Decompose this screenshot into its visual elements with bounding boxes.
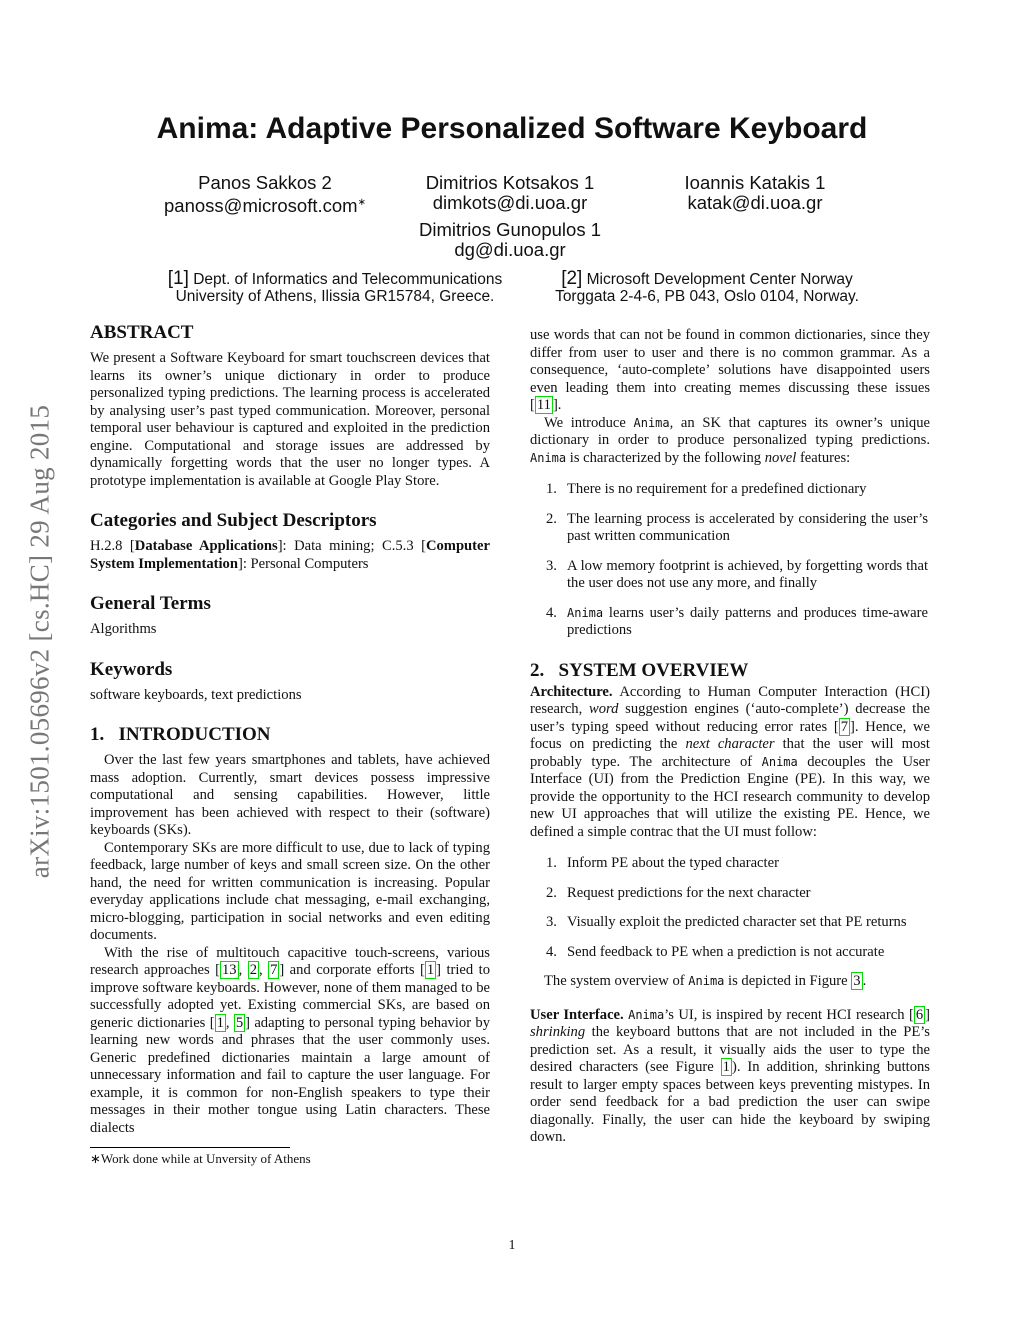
general-terms-text: Algorithms [90, 621, 157, 637]
affiliation-1 [125, 270, 545, 305]
categories-heading: Categories and Subject Descriptors [90, 510, 377, 531]
architecture-paragraph: Architecture. According to Human Computer Interaction (HCI) research, word suggestion engines (‘auto-complete’) decrease the user’s typing speed without reducing error rates [ 7 ]. Hence, we focus on predicting the next character that the user will most probably type. The architecture of Anima decouples the User Interface (UI) from the Prediction Engine (PE). In this way, we provide the opportunity to the HCI research community to develop new UI approaches that will utilize the existing PE. Hence, we defined a simple contrac that the UI must follow: [530, 683, 931, 840]
citation-link[interactable]: 11 [536, 397, 551, 413]
keywords-text: software keyboards, text predictions [90, 686, 302, 703]
figure-link[interactable]: 3 [853, 973, 861, 989]
list-item: 3. Visually exploit the predicted character set that PE returns [546, 914, 907, 930]
author-2 [390, 173, 630, 213]
list-item: 3. A low memory footprint is achieved, by forgetting words that the user does not use any more, and finally [546, 557, 928, 591]
author-name: Panos Sakkos 2 [198, 172, 332, 193]
footnote-rule [90, 1147, 290, 1148]
author-email: katak@di.uoa.gr [687, 192, 823, 213]
footnote: ∗Work done while at Unversity of Athens [90, 1151, 311, 1166]
anima-name: Anima [633, 415, 670, 430]
list-item: 1. There is no requirement for a predefined dictionary [546, 481, 867, 497]
intro-paragraph-4: We introduce Anima, an SK that captures its owner’s unique dictionary in order to produce personalized typing predictions. Anima is characterized by the following novel features: [530, 414, 930, 466]
citation-link[interactable]: 13 [222, 962, 237, 978]
footnote-mark: ∗ [357, 197, 366, 208]
anima-name: Anima [530, 450, 567, 465]
author-4 [390, 220, 630, 260]
author-name: Ioannis Katakis 1 [684, 172, 826, 193]
citation-link[interactable]: 6 [915, 1006, 924, 1023]
list-item: 4. Send feedback to PE when a prediction is not accurate [546, 943, 885, 960]
user-interface-paragraph: User Interface. Anima’s UI, is inspired by recent HCI research [ 6 ] shrinking the keyboard buttons that are not included in the PE’s prediction set. As a result, it visually aids the user to type the desired characters (see Figure 1 ). In addition, shrinking buttons result to larger empty spaces between keys preventing mistypes. In order send feedback for a bad prediction the user can swipe diagonally. Finally, the user can hide the keyboard by swiping down. [530, 1006, 930, 1145]
contract-list [530, 855, 930, 961]
features-list [530, 481, 930, 640]
left-column [90, 322, 490, 1167]
abstract-heading: ABSTRACT [90, 322, 194, 343]
citation-link[interactable]: 5 [235, 1014, 244, 1031]
abstract-text: We present a Software Keyboard for smart touchscreen devices that learns its owner’s unique dictionary in order to produce personalized typing predictions. The learning process is accelerated by analysing user’s past typed communication. Moreover, personal temporal user behaviour is captured and exploited in the prediction engine. Computational and storage issues are addressed by dynamically forgetting words that the user no longer types. A prototype implementation is available at Google Play Store. [90, 350, 490, 489]
affiliation-number: [2] [561, 268, 583, 289]
affiliation-2 [497, 270, 917, 305]
figure-link[interactable]: 1 [722, 1059, 730, 1075]
affiliation-line: Microsoft Development Center Norway [586, 271, 853, 288]
author-email: dimkots@di.uoa.gr [432, 192, 588, 213]
citation-link[interactable]: 2 [249, 962, 257, 978]
intro-paragraph-1: Over the last few years smartphones and tablets, have achieved mass adoption. Currently, smart devices possess impressive computational and sensing capabilities. However, little improvement has been achieved with respect to their (software) keyboards (SKs). [90, 752, 490, 838]
introduction-heading: 1. INTRODUCTION [90, 724, 271, 745]
citation-link[interactable]: 7 [840, 718, 849, 735]
categories-text: H.2.8 [Database Applications]: Data mining; C.5.3 [Computer System Implementation]: Personal Computers [90, 538, 490, 572]
general-terms-heading: General Terms [90, 593, 211, 614]
citation-link[interactable]: 1 [216, 1014, 224, 1031]
affiliation-line: University of Athens, Ilissia GR15784, Greece. [175, 288, 495, 305]
page-number: 1 [508, 1238, 516, 1253]
list-item: 1. Inform PE about the typed character [546, 855, 779, 871]
paper-title: Anima: Adaptive Personalized Software Keyboard [156, 112, 868, 145]
system-overview-heading: 2. SYSTEM OVERVIEW [530, 659, 749, 681]
author-3 [635, 173, 875, 213]
keywords-heading: Keywords [90, 658, 173, 680]
list-item: 2. The learning process is accelerated by considering the user’s past written communication [546, 510, 928, 544]
intro-paragraph-2: Contemporary SKs are more difficult to use, due to lack of typing feedback, large number of keys and small screen size. On the other hand, the need for written communication is increasing. Popular everyday applications include chat messaging, e-mail exchanging, micro-blogging, participation in social networks and even editing documents. [90, 839, 490, 943]
right-column [530, 327, 930, 1147]
arxiv-stamp: arXiv:1501.05696v2 [cs.HC] 29 Aug 2015 [24, 404, 55, 879]
author-email: dg@di.uoa.gr [454, 239, 566, 260]
author-name: Dimitrios Kotsakos 1 [425, 172, 595, 193]
overview-paragraph: The system overview of Anima is depicted in Figure 3 . [544, 973, 867, 989]
citation-link[interactable]: 7 [270, 962, 278, 978]
affiliation-number: [1] [167, 268, 189, 289]
author-email: panoss@microsoft.com [164, 195, 358, 217]
intro-paragraph-3: With the rise of multitouch capacitive touch-screens, various research approaches [ 13 , 2 , 7 ] and corporate efforts [ 1 ] tried to improve software keyboards. However, none of them managed to be successfully adopted yet. Existing commercial SKs, are based on generic dictionaries [ 1 , 5 ] adapting to personal typing behavior by learning new words and phrases that the user commonly uses. Generic predefined dictionaries maintain a large amount of unnecessary information and fail to capture the user language. For example, it is common for non-English speakers to type their messages in their mother tongue using Latin characters. These dialects [90, 944, 490, 1136]
list-item: 4. Anima learns user’s daily patterns and produces time-aware predictions [546, 604, 928, 638]
affiliation-line: Dept. of Informatics and Telecommunications [193, 271, 503, 288]
author-1 [145, 173, 385, 216]
list-item: 2. Request predictions for the next character [546, 884, 811, 901]
citation-link[interactable]: 1 [426, 962, 435, 978]
author-name: Dimitrios Gunopulos 1 [419, 219, 601, 240]
affiliation-line: Torggata 2-4-6, PB 043, Oslo 0104, Norway. [555, 288, 859, 305]
intro-paragraph-continued: use words that can not be found in common dictionaries, since they differ from user to user and there is no common grammar. As a consequence, ‘auto-complete’ solutions have disappointed users even leading them into creating memes discussing these issues [ 11 ]. [530, 327, 930, 413]
